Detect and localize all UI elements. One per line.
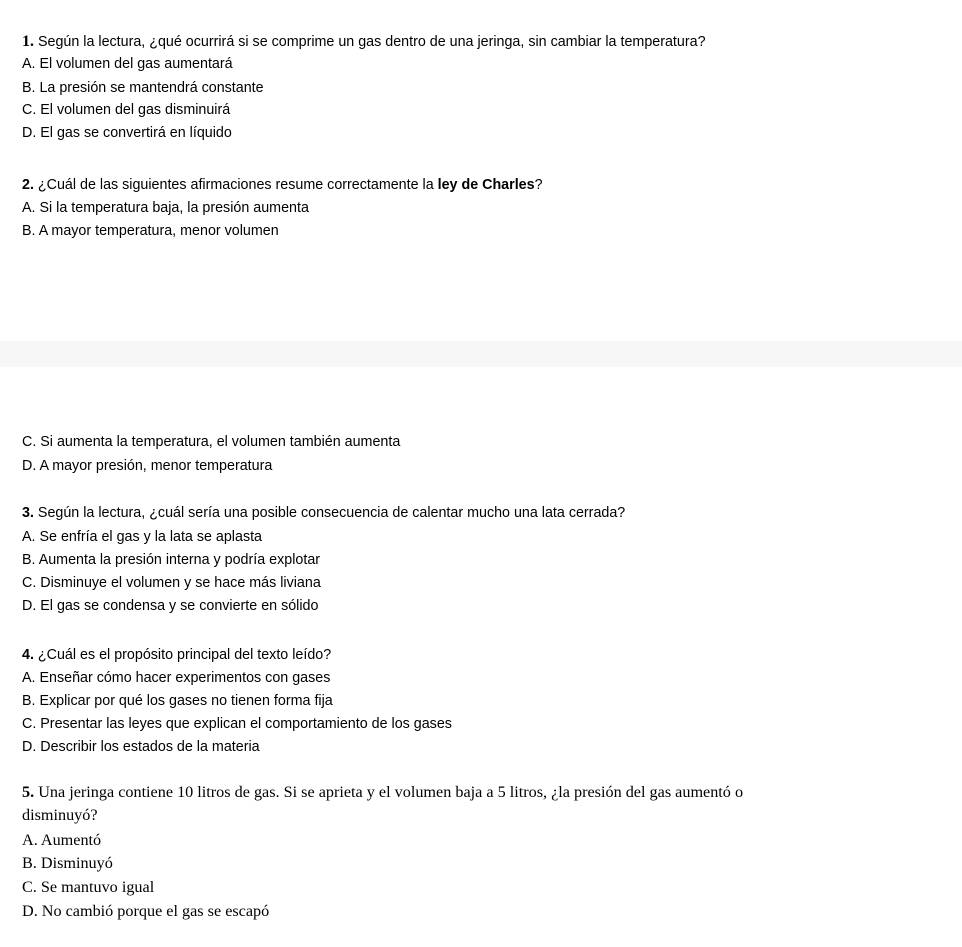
option: B. Disminuyó bbox=[22, 854, 113, 872]
question-prompt: Una jeringa contiene 10 litros de gas. Si se aprieta y el volumen baja a 5 litros, ¿la presión del gas aumentó o bbox=[38, 783, 744, 801]
question-text-line2: disminuyó? bbox=[22, 806, 98, 824]
question-number: 1. bbox=[22, 33, 34, 50]
option: D. No cambió porque el gas se escapó bbox=[22, 902, 270, 920]
question-text bbox=[22, 176, 543, 194]
question-text bbox=[22, 782, 743, 802]
key-term: ley de Charles bbox=[437, 177, 535, 193]
question-number: 2. bbox=[22, 177, 34, 193]
question-prompt: Según la lectura, ¿qué ocurrirá si se comprime un gas dentro de una jeringa, sin cambiar la temperatura? bbox=[37, 34, 706, 50]
option: A. Se enfría el gas y la lata se aplasta bbox=[22, 529, 263, 545]
option: B. La presión se mantendrá constante bbox=[22, 80, 264, 96]
question-text bbox=[22, 646, 331, 664]
question-text bbox=[22, 504, 625, 522]
option: A. Enseñar cómo hacer experimentos con gases bbox=[22, 670, 331, 686]
question-prompt: ¿Cuál es el propósito principal del texto leído? bbox=[37, 647, 332, 663]
option: D. El gas se condensa y se convierte en sólido bbox=[22, 598, 319, 614]
option: C. Presentar las leyes que explican el comportamiento de los gases bbox=[22, 716, 452, 732]
question-number: 4. bbox=[22, 647, 34, 663]
option: C. Si aumenta la temperatura, el volumen también aumenta bbox=[22, 434, 401, 450]
option: A. El volumen del gas aumentará bbox=[22, 56, 233, 72]
option: D. A mayor presión, menor temperatura bbox=[22, 458, 273, 474]
page-break-band bbox=[0, 341, 962, 367]
question-prompt: ¿Cuál de las siguientes afirmaciones resume correctamente la bbox=[37, 177, 438, 193]
option: C. Disminuye el volumen y se hace más liviana bbox=[22, 575, 321, 591]
option: C. Se mantuvo igual bbox=[22, 878, 155, 896]
question-number: 3. bbox=[22, 505, 34, 521]
question-text bbox=[22, 33, 706, 51]
option: D. El gas se convertirá en líquido bbox=[22, 125, 232, 141]
question-prompt: Según la lectura, ¿cuál sería una posible consecuencia de calentar mucho una lata cerrada? bbox=[37, 505, 626, 521]
option: B. Aumenta la presión interna y podría explotar bbox=[22, 552, 321, 568]
option: B. Explicar por qué los gases no tienen forma fija bbox=[22, 693, 333, 709]
question-number: 5. bbox=[22, 783, 35, 801]
option: D. Describir los estados de la materia bbox=[22, 739, 260, 755]
option: A. Aumentó bbox=[22, 831, 102, 849]
question-prompt-end: ? bbox=[534, 177, 543, 193]
option: A. Si la temperatura baja, la presión aumenta bbox=[22, 200, 309, 216]
option: B. A mayor temperatura, menor volumen bbox=[22, 223, 279, 239]
option: C. El volumen del gas disminuirá bbox=[22, 102, 231, 118]
